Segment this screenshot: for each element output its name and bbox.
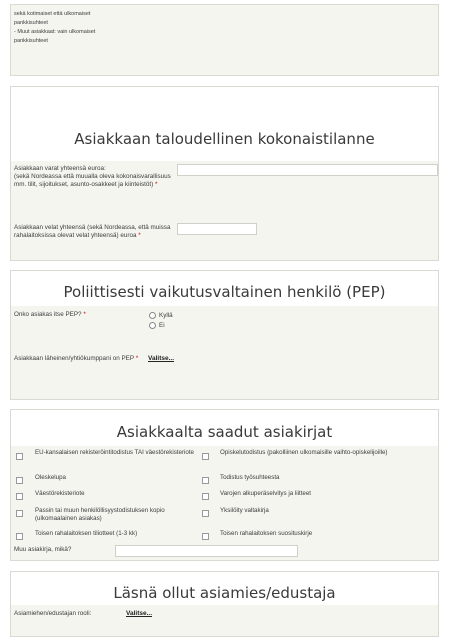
doc-label-employment: Todistus työsuhteesta (220, 474, 280, 481)
top-info-panel (10, 4, 439, 76)
other-document-input[interactable] (115, 545, 298, 557)
doc-checkbox-employment[interactable] (202, 477, 209, 484)
doc-label-study-certificate: Opiskelutodistus (pakolliinen ulkomaisille vaihto-opiskelijoille) (220, 449, 388, 456)
doc-checkbox-eu-registration[interactable] (16, 453, 23, 460)
required-marker: * (155, 181, 158, 188)
doc-label-origin-of-funds: Varojen alkuperäselvitys ja liitteet (220, 490, 312, 497)
required-marker: * (83, 311, 86, 318)
documents-panel (10, 409, 439, 561)
info-line-4: pankkisuhteet (14, 38, 48, 44)
doc-label-residence-permit: Oleskelupa (35, 474, 66, 481)
assets-total-input[interactable] (177, 164, 438, 176)
required-marker: * (138, 232, 141, 239)
agent-role-label: Asiamiehen/edustajan rooli: (14, 610, 92, 617)
doc-label-power-of-attorney: Yksilöity valtakirja (220, 507, 269, 514)
pep-section-title: Poliittisesti vaikutusvaltainen henkilö (PEP) (11, 271, 438, 306)
pep-relative-label: Asiakkaan läheinen/yhtiökumppani on PEP * (14, 355, 139, 362)
finance-panel (10, 86, 439, 261)
doc-checkbox-recommendation[interactable] (202, 533, 209, 540)
debts-label: Asiakkaan velat yhteensä (sekä Nordeassa, että muissa rahalaitoksissa olevat velat yhteensä) euroa * (14, 224, 171, 239)
radio-yes[interactable] (149, 312, 156, 319)
finance-section-title: Asiakkaan taloudellinen kokonaistilanne (11, 87, 438, 161)
agent-section-title: Läsnä ollut asiamies/edustaja (11, 572, 438, 605)
pep-option-yes[interactable]: Kyllä (149, 312, 173, 320)
doc-checkbox-origin-of-funds[interactable] (202, 493, 209, 500)
doc-checkbox-passport-copy[interactable] (16, 510, 23, 517)
doc-checkbox-population-register[interactable] (16, 493, 23, 500)
debts-total-input[interactable] (177, 223, 257, 235)
doc-label-eu-registration: EU-kansalaisen rekisteröintitodistus TAI väestörekisteriote (35, 449, 194, 456)
doc-checkbox-residence-permit[interactable] (16, 477, 23, 484)
required-marker: * (135, 355, 139, 362)
other-document-label: Muu asiakirja, mikä? (14, 546, 72, 553)
pep-panel (10, 270, 439, 400)
doc-checkbox-study-certificate[interactable] (202, 453, 209, 460)
info-line-3: - Muut asiakkaat: vain ulkomaiset (14, 29, 96, 35)
assets-label: Asiakkaan varat yhteensä euroa: (sekä Nordeassa että muualla oleva kokonaisvarallisuus mm. tilit, sijoitukset, asunto-osakkeet ja kiinteistöt) * (14, 165, 171, 188)
radio-no[interactable] (149, 322, 156, 329)
doc-label-recommendation: Toisen rahalaitoksen suosituskirje (220, 530, 313, 537)
doc-checkbox-bank-statements[interactable] (16, 533, 23, 540)
pep-relative-select[interactable]: Valitse... (148, 355, 175, 362)
pep-question-label: Onko asiakas itse PEP? * (14, 311, 86, 318)
agent-role-select[interactable]: Valitse... (126, 610, 153, 617)
doc-checkbox-power-of-attorney[interactable] (202, 510, 209, 517)
info-line-1: sekä kotimaiset että ulkomaiset (14, 11, 91, 17)
doc-label-population-register: Väestörekisteriote (35, 490, 85, 497)
documents-section-title: Asiakkaalta saadut asiakirjat (11, 410, 438, 446)
doc-label-passport-copy: Passin tai muun henkilöllisyystodistuksen kopio (ulkomaalainen asiakas) (35, 507, 165, 522)
pep-option-no[interactable]: Ei (149, 322, 165, 330)
agent-panel (10, 571, 439, 637)
info-line-2: pankkisuhteet (14, 20, 48, 26)
doc-label-bank-statements: Toisen rahalaitoksen tiliotteet (1-3 kk) (35, 530, 138, 537)
